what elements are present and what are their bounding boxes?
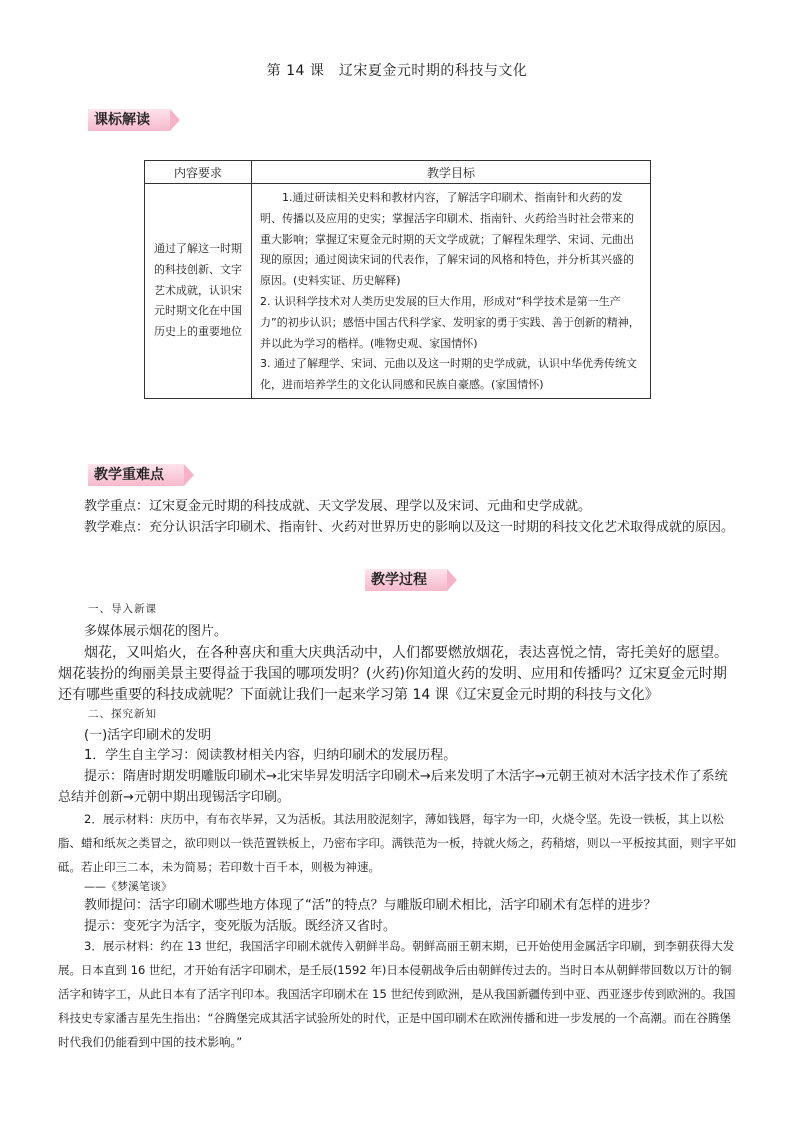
goals-cell	[252, 184, 651, 399]
teaching-focus: 教学重点：辽宋夏金元时期的科技成就、天文学发展、理学以及宋词、元曲和史学成就。	[84, 499, 592, 514]
step-paragraph: 1．学生自主学习：阅读教材相关内容，归纳印刷术的发展历程。	[84, 748, 457, 763]
teacher-question: 教师提问：活字印刷术哪些地方体现了“活”的特点？与雕版印刷术相比，活字印刷术有怎样的进步？	[84, 898, 657, 913]
table-row	[145, 184, 651, 399]
section-heading-explore: 二、探究新知	[88, 708, 157, 720]
material-source: ——《梦溪笔谈》	[84, 880, 172, 893]
teaching-difficulty: 教学难点：充分认识活字印刷术、指南针、火药对世界历史的影响以及这一时期的科技文化艺术取得成就的原因。	[84, 520, 735, 535]
section-tag-key-points: 教学重难点	[88, 464, 184, 486]
material-paragraph: 2．展示材料：庆历中，有布衣毕昇，又为活板。其法用胶泥刻字，薄如钱唇，每字为一印，火烧令坚。先设一铁板，其上以松脂、蜡和纸灰之类冒之，欲印则以一铁范置铁板上，乃密布字印。满铁范为一板，持就火炀之，药稍熔，则以一平板按其面，则字平如砥。若止印三二本，未为简易；若印数十百千本，则极为神速。	[58, 812, 737, 874]
material-paragraph: 3．展示材料：约在 13 世纪，我国活字印刷术就传入朝鲜半岛。朝鲜高丽王朝末期，已开始使用金属活字印刷，到李朝获得大发展。日本直到 16 世纪，才开始有活字印刷术，是壬辰(1592 年)日本侵朝战争后由朝鲜传过去的。当时日本从朝鲜带回数以万计的铜活字和铸字工，从此日本有了活字刊印本。我国活字印刷术在 15 世纪传到欧洲，是从我国新疆传到中亚、西亚逐步传到欧洲的。我国科技史专家潘吉星先生指出：“谷腾堡完成其活字试验所处的时代，正是中国印刷术在欧洲传播和进一步发展的一个高潮。而在谷腾堡时代我们仍能看到中国的技术影响。”	[58, 939, 736, 1049]
intro-paragraph: 多媒体展示烟花的图片。	[84, 624, 228, 639]
section-heading-intro: 一、导入新课	[88, 603, 157, 615]
answer-hint: 提示：变死字为活字，变死版为活版。既经济又省时。	[84, 919, 397, 934]
curriculum-table	[144, 160, 651, 399]
lesson-title: 第 14 课 辽宋夏金元时期的科技与文化	[266, 63, 528, 79]
goal-item: 1.通过研读相关史料和教材内容，了解活字印刷术、指南针和火药的发明、传播以及应用的史实；掌握活字印刷术、指南针、火药给当时社会带来的重大影响；掌握辽宋夏金元时期的天文学成就；了解程朱理学、宋词、元曲出现的原因；通过阅读宋词的代表作，了解宋词的风格和特色，并分析其兴盛的原因。(史料实证、历史解释)	[260, 191, 634, 288]
section-tag-curriculum: 课标解读	[88, 109, 170, 131]
requirement-cell: 通过了解这一时期的科技创新、文字艺术成就，认识宋元时期文化在中国历史上的重要地位	[145, 184, 252, 399]
hint-paragraph: 提示：隋唐时期发明雕版印刷术→北宋毕昇发明活字印刷术→后来发明了木活字→元朝王祯对木活字技术作了系统总结并创新→元朝中期出现锡活字印刷。	[58, 769, 728, 805]
section-tag-process: 教学过程	[365, 569, 447, 591]
goal-item: 2. 认识科学技术对人类历史发展的巨大作用，形成对“科学技术是第一生产力”的初步认识；感悟中国古代科学家、发明家的勇于实践、善于创新的精神，并以此为学习的楷样。(唯物史观、家国情怀)	[260, 294, 640, 350]
intro-paragraph: 烟花，又叫焰火，在各种喜庆和重大庆典活动中，人们都要燃放烟花，表达喜悦之情，寄托美好的愿望。烟花装扮的绚丽美景主要得益于我国的哪项发明？(火药)你知道火药的发明、应用和传播吗？辽宋夏金元时期还有哪些重要的科技成就呢？下面就让我们一起来学习第 14 课《辽宋夏金元时期的科技与文化》	[58, 645, 728, 703]
header-requirement: 内容要求	[145, 161, 252, 184]
header-goals: 教学目标	[252, 161, 651, 184]
subsection-heading: (一)活字印刷术的发明	[84, 728, 212, 743]
goal-item: 3. 通过了解理学、宋词、元曲以及这一时期的史学成就，认识中华优秀传统文化，进而培养学生的文化认同感和民族自豪感。(家国情怀)	[260, 357, 637, 392]
table-header-row	[145, 161, 651, 184]
